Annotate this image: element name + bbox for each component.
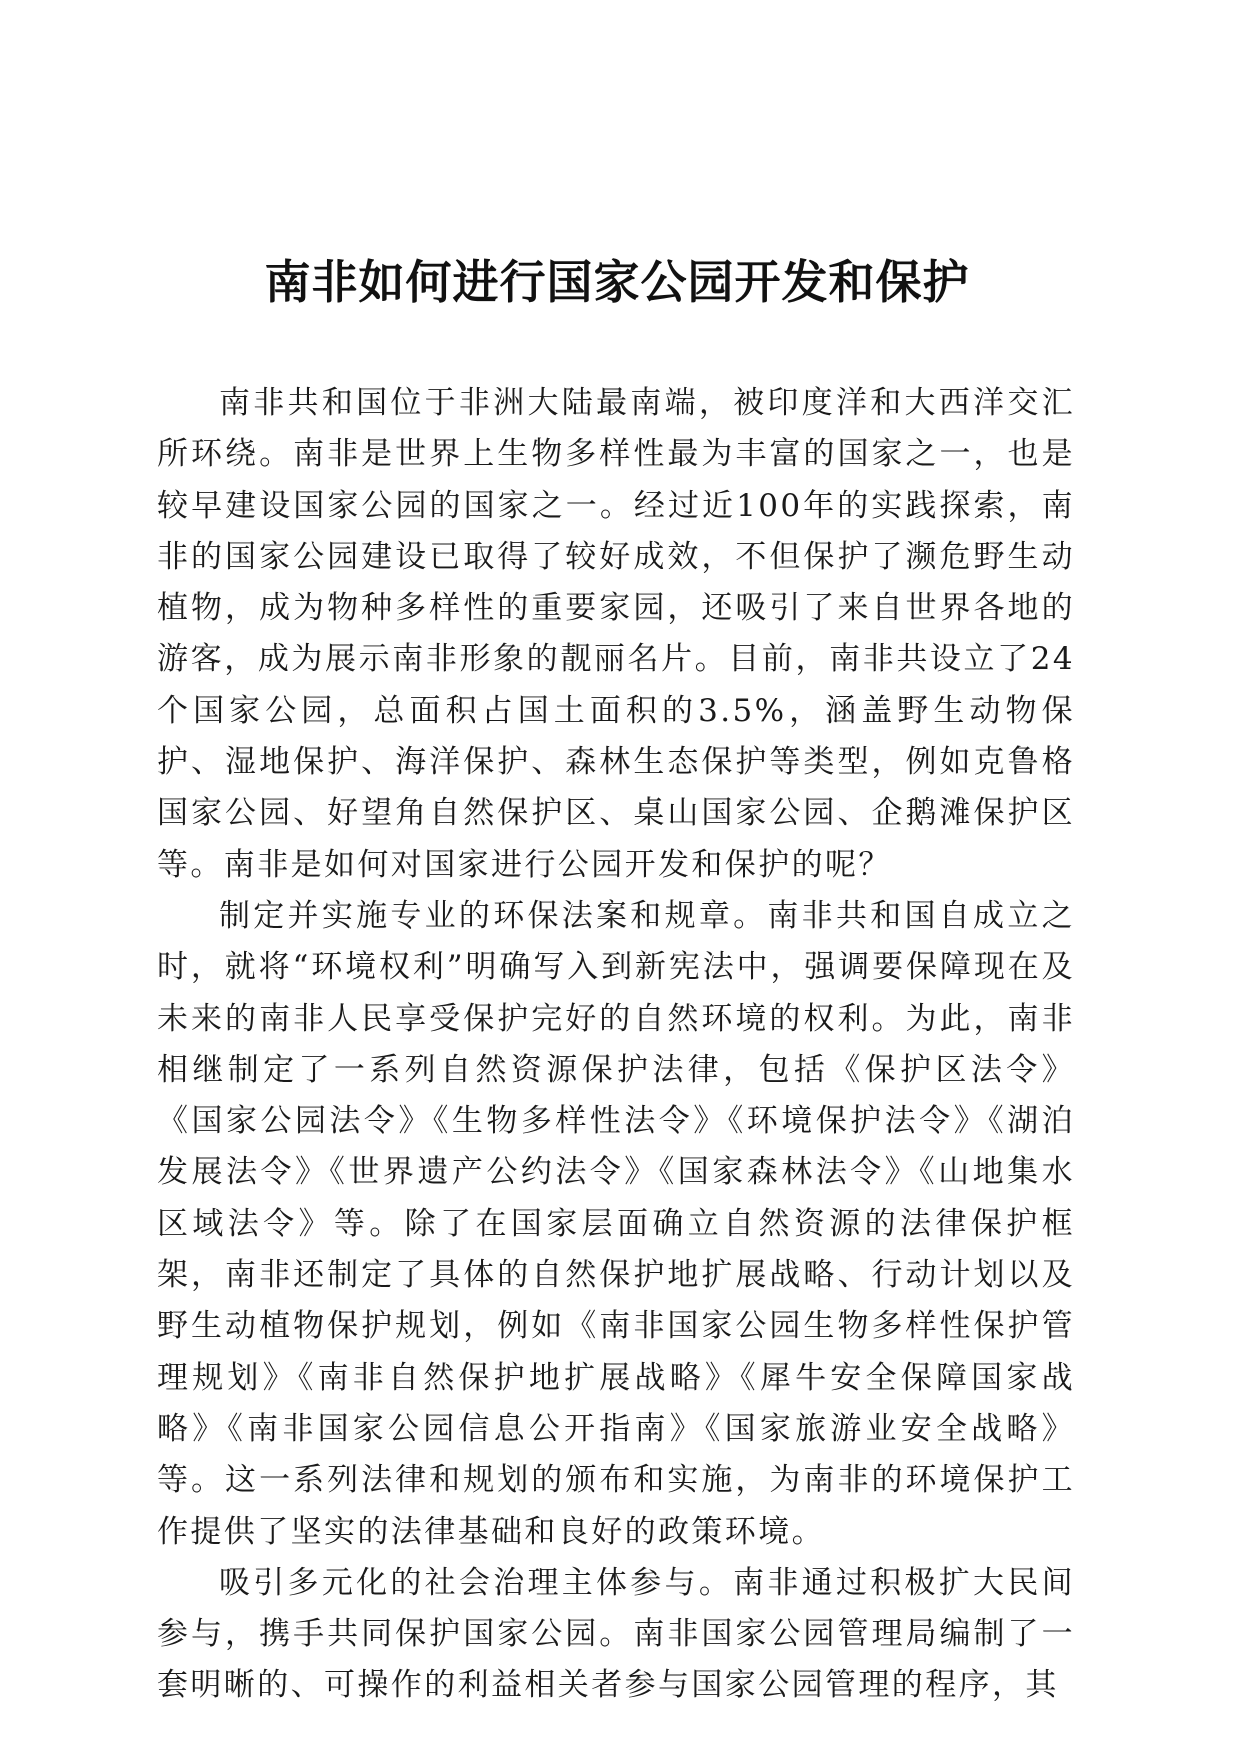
document-title: 南非如何进行国家公园开发和保护: [264, 255, 970, 309]
paragraph-intro: 南非共和国位于非洲大陆最南端，被印度洋和大西洋交汇所环绕。南非是世界上生物多样性最为丰富的国家之一，也是较早建设国家公园的国家之一。经过近100年的实践探索，南非的国家公园建设已取得了较好成效，不但保护了濒危野生动植物，成为物种多样性的重要家园，还吸引了来自世界各地的游客，成为展示南非形象的靓丽名片。目前，南非共设立了24个国家公园，总面积占国土面积的3.5%，涵盖野生动物保护、湿地保护、海洋保护、森林生态保护等类型，例如克鲁格国家公园、好望角自然保护区、桌山国家公园、企鹅滩保护区等。南非是如何对国家进行公园开发和保护的呢？: [157, 385, 1075, 883]
paragraph-participation: 吸引多元化的社会治理主体参与。南非通过积极扩大民间参与，携手共同保护国家公园。南非国家公园管理局编制了一套明晰的、可操作的利益相关者参与国家公园管理的程序，其: [157, 1564, 1075, 1704]
document-body: [157, 378, 1075, 1712]
paragraph-laws: 制定并实施专业的环保法案和规章。南非共和国自成立之时，就将“环境权利”明确写入到新宪法中，强调要保障现在及未来的南非人民享受保护完好的自然环境的权利。为此，南非相继制定了一系列自然资源保护法律，包括《保护区法令》《国家公园法令》《生物多样性法令》《环境保护法令》《湖泊发展法令》《世界遗产公约法令》《国家森林法令》《山地集水区域法令》等。除了在国家层面确立自然资源的法律保护框架，南非还制定了具体的自然保护地扩展战略、行动计划以及野生动植物保护规划，例如《南非国家公园生物多样性保护管理规划》《南非自然保护地扩展战略》《犀牛安全保障国家战略》《南非国家公园信息公开指南》《国家旅游业安全战略》等。这一系列法律和规划的颁布和实施，为南非的环境保护工作提供了坚实的法律基础和良好的政策环境。: [157, 897, 1075, 1550]
